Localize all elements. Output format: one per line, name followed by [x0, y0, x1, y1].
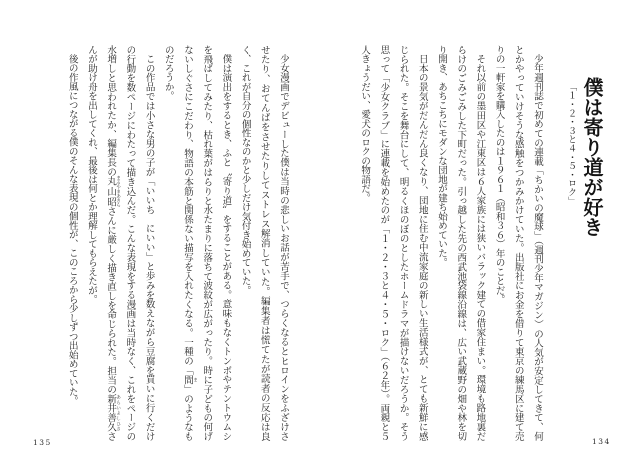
paragraph: 少女漫画でデビューした僕は当時の悲しいお話が苦手で、つらくなるとヒロインをふざけさせたり、おてんばをさせたりしてストレス解消していた。編集者は慌てたが読者の反応は良く、これが自分の個性なのかと少しだけ気付き始めていた。	[239, 45, 289, 441]
right-page	[353, 45, 603, 445]
paragraph: 僕は演出をするとき、ふと〝寄り道〟をすることがある。意味もなくトンボやテントウムシを飛ばしてみたり、枯れ葉がはらりと水たまりに落ちて波紋が広がったり。時に子どもの何げないしぐさにこだわり、物語の本筋と関係ない描写を入れたくなる。一種の「間 ま」のようなものだろうか。	[162, 45, 232, 442]
chapter-subtitle: 「１・２・３と４・５・ロク」	[566, 82, 576, 206]
furigana-term: 間 ま	[181, 375, 198, 385]
furigana-term: 新井善久 あらいよしひさ	[105, 394, 121, 432]
paragraph: それ以前の墨田区や江東区は６人家族には狭いバラック建ての借家住まい。環境も路地裏だらけのごみごみした下町だった。引っ越した先の西武池袋線沿線は、広い武蔵野の畑や林を切り開き、あちこちにモダンな団地が建ち始めていた。	[435, 45, 486, 441]
page-number-left: 135	[33, 438, 52, 447]
page-number-right: 134	[592, 437, 611, 446]
paragraph: 日本の景気がだんだん良くなり、団地に住む中流家庭の新しい生活様式が、とても新鮮に感じられた。そこを舞台にして、明るくほのぼのとしたホームドラマが描けないだろうか。そう思って「少女クラブ」に連載を始めたのが「１・２・３と４・５・ロク」（６２年）。両親と５人きょうだい、愛犬のロクの物語だ。	[359, 45, 428, 441]
furigana-term: 丸山昭 まるやまあきら	[105, 175, 121, 208]
paragraph: 後の作風につながる僕のそんな表現の個性が、このころから少しずつ出始めていた。	[66, 54, 78, 406]
chapter-heading	[561, 45, 603, 445]
paragraph: この作品では小さな男の子が「いいち にいい」と歩みを数えながら豆腐を買いに行くだけの行動を数ページにわたって描き込んだ。こんな表現をする漫画は当時なく、これをページの水増しと思われたか、編集長の丸山昭 まるやまあきらさんに厳しく描き直しを命じられた。担当の新井善久 あらいよしひささんが助け舟を出してくれ、最後は何とか理解してもらえたが。	[85, 45, 155, 442]
left-page	[61, 45, 293, 445]
paragraph: 少年週刊誌で初めての連載「ちかいの魔球」（週刊少年マガジン）の人気が安定してきて、何とかやっていけそうな感触をつかみかけていた。出版社にお金を借りて東京の練馬区に建て売りの一軒家を購入したのは１９６１（昭和３６）年のことだ。	[493, 45, 543, 441]
right-page-body	[355, 45, 547, 441]
left-page-body	[63, 45, 293, 441]
chapter-title: 僕は寄り道が好き	[580, 77, 604, 237]
